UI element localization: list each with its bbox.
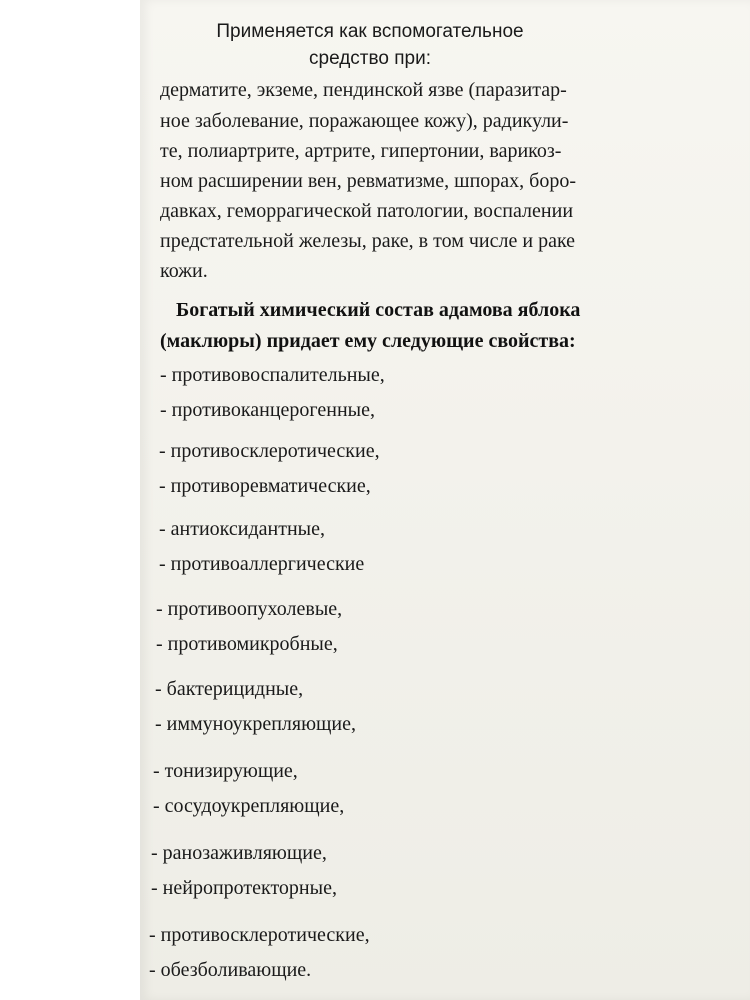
property-item: - противоревматические, [159, 475, 371, 497]
property-item: - противосклеротические, [149, 924, 370, 946]
property-item: - противоопухолевые, [156, 598, 343, 620]
property-item: - иммуноукрепляющие, [155, 713, 357, 735]
property-item: - противоканцерогенные, [160, 399, 375, 421]
property-item: - противовоспалительные, [160, 364, 385, 386]
intro-text-line: ном расширении вен, ревматизме, шпорах, боро- [160, 170, 576, 192]
property-item: - противоаллергические [159, 553, 365, 575]
intro-text-line: ное заболевание, поражающее кожу), радикули- [160, 110, 569, 132]
property-item: - нейропротекторные, [151, 877, 337, 899]
composition-heading-line: (маклюры) придает ему следующие свойства: [160, 330, 576, 352]
intro-heading-line: средство при: [309, 48, 431, 69]
intro-heading-line: Применяется как вспомогательное [216, 21, 524, 42]
property-item: - противомикробные, [156, 633, 338, 655]
property-item: - обезболивающие. [149, 959, 312, 981]
property-item: - противосклеротические, [159, 440, 380, 462]
property-item: - антиоксидантные, [159, 518, 325, 540]
composition-heading-line: Богатый химический состав адамова яблока [176, 299, 581, 321]
intro-text-line: предстательной железы, раке, в том числе и раке [160, 230, 576, 252]
intro-text-line: давках, геморрагической патологии, воспалении [160, 200, 574, 222]
property-item: - бактерицидные, [155, 678, 304, 700]
intro-text-line: кожи. [160, 260, 208, 282]
intro-text-line: дерматите, экземе, пендинской язве (паразитар- [160, 79, 567, 101]
property-item: - сосудоукрепляющие, [153, 795, 345, 817]
intro-text-line: те, полиартрите, артрите, гипертонии, варикоз- [160, 140, 562, 162]
property-item: - ранозаживляющие, [151, 842, 327, 864]
property-item: - тонизирующие, [153, 760, 298, 782]
